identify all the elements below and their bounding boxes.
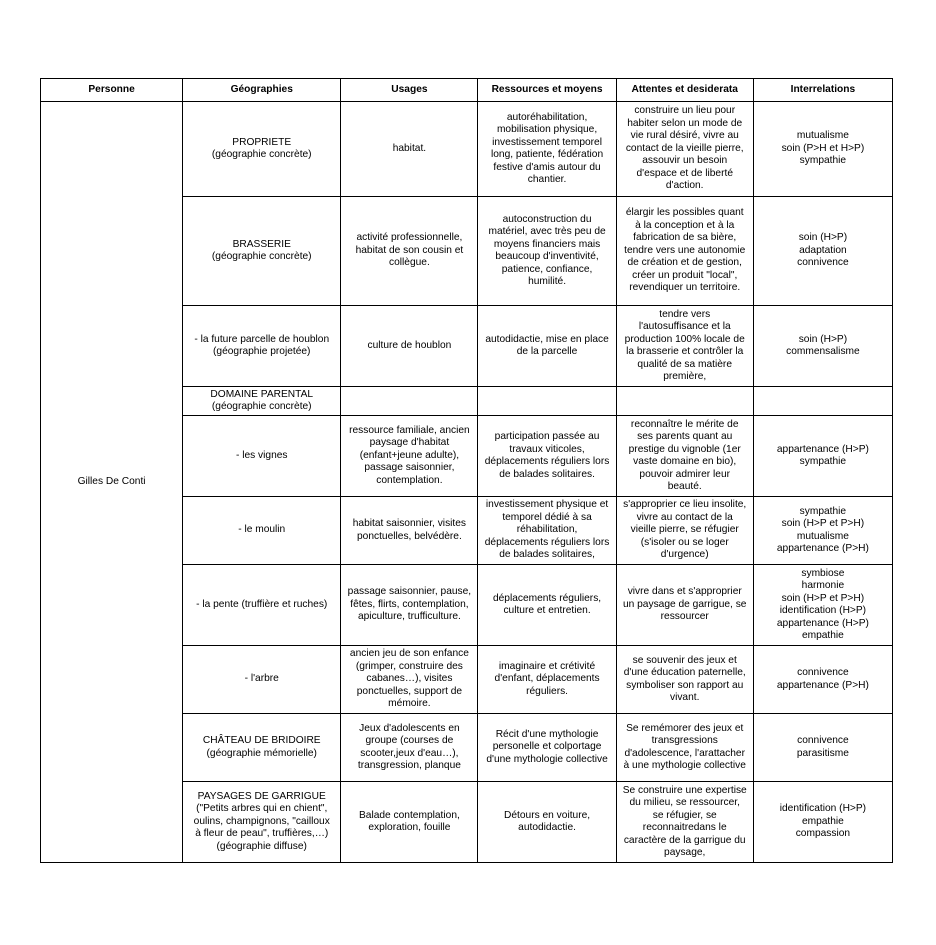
interrelations-cell: symbiose harmonie soin (H>P et P>H) identification (H>P) appartenance (H>P) empathie bbox=[753, 565, 892, 646]
usage-cell: Balade contemplation, exploration, fouille bbox=[341, 782, 478, 863]
geography-cell: - la pente (truffière et ruches) bbox=[183, 565, 341, 646]
interrelations-cell: soin (H>P) commensalisme bbox=[753, 306, 892, 387]
usage-cell: ressource familiale, ancien paysage d'habitat (enfant+jeune adulte), passage saisonnier, contemplation. bbox=[341, 416, 478, 497]
expectations-cell: reconnaître le mérite de ses parents quant au prestige du vignoble (1er vaste domaine en bio), pouvoir admirer leur beauté. bbox=[616, 416, 753, 497]
resources-cell: déplacements réguliers, culture et entretien. bbox=[478, 565, 616, 646]
expectations-cell: vivre dans et s'approprier un paysage de garrigue, se ressourcer bbox=[616, 565, 753, 646]
geography-cell: BRASSERIE (géographie concrète) bbox=[183, 197, 341, 306]
geography-cell: - l'arbre bbox=[183, 646, 341, 714]
interrelations-cell bbox=[753, 387, 892, 416]
resources-cell bbox=[478, 387, 616, 416]
expectations-cell: se souvenir des jeux et d'une éducation paternelle, symboliser son rapport au vivant. bbox=[616, 646, 753, 714]
study-table bbox=[40, 78, 893, 863]
geography-cell: - la future parcelle de houblon (géographie projetée) bbox=[183, 306, 341, 387]
expectations-cell: Se construire une expertise du milieu, se ressourcer, se réfugier, se reconnaitredans le caractère de la garrigue du paysage, bbox=[616, 782, 753, 863]
resources-cell: investissement physique et temporel dédié à sa réhabilitation, déplacements réguliers lors de balades solitaires, bbox=[478, 497, 616, 565]
expectations-cell bbox=[616, 387, 753, 416]
usage-cell: Jeux d'adolescents en groupe (courses de scooter,jeux d'eau…), transgression, planque bbox=[341, 714, 478, 782]
header-attentes: Attentes et desiderata bbox=[616, 79, 753, 102]
resources-cell: autoréhabilitation, mobilisation physique, investissement temporel long, patiente, fédération festive d'amis autour du chantier. bbox=[478, 102, 616, 197]
resources-cell: imaginaire et crétivité d'enfant, déplacements réguliers. bbox=[478, 646, 616, 714]
interrelations-cell: identification (H>P) empathie compassion bbox=[753, 782, 892, 863]
resources-cell: Détours en voiture, autodidactie. bbox=[478, 782, 616, 863]
geography-cell: - le moulin bbox=[183, 497, 341, 565]
geography-cell: PAYSAGES DE GARRIGUE ("Petits arbres qui en chient", oulins, champignons, "cailloux à fleur de peau", truffières,…) (géographie diffuse) bbox=[183, 782, 341, 863]
interrelations-cell: mutualisme soin (P>H et H>P) sympathie bbox=[753, 102, 892, 197]
usage-cell bbox=[341, 387, 478, 416]
interrelations-cell: connivence parasitisme bbox=[753, 714, 892, 782]
resources-cell: Récit d'une mythologie personelle et colportage d'une mythologie collective bbox=[478, 714, 616, 782]
geography-cell: CHÂTEAU DE BRIDOIRE (géographie mémorielle) bbox=[183, 714, 341, 782]
geography-cell: - les vignes bbox=[183, 416, 341, 497]
expectations-cell: tendre vers l'autosuffisance et la production 100% locale de la brasserie et contrôler la qualité de sa matière première, bbox=[616, 306, 753, 387]
usage-cell: habitat saisonnier, visites ponctuelles, belvédère. bbox=[341, 497, 478, 565]
expectations-cell: élargir les possibles quant à la conception et à la fabrication de sa bière, tendre vers une autonomie de création et de gestion, créer un produit "local", revendiquer un territoire. bbox=[616, 197, 753, 306]
usage-cell: ancien jeu de son enfance (grimper, construire des cabanes…), visites ponctuelles, support de mémoire. bbox=[341, 646, 478, 714]
header-personne: Personne bbox=[41, 79, 183, 102]
usage-cell: activité professionnelle, habitat de son cousin et collègue. bbox=[341, 197, 478, 306]
expectations-cell: s'approprier ce lieu insolite, vivre au contact de la vieille pierre, se réfugier (s'isoler ou se loger d'urgence) bbox=[616, 497, 753, 565]
interrelations-cell: soin (H>P) adaptation connivence bbox=[753, 197, 892, 306]
expectations-cell: construire un lieu pour habiter selon un mode de vie rural désiré, vivre au contact de la vieille pierre, assouvir un besoin d'espace et de liberté d'action. bbox=[616, 102, 753, 197]
header-row bbox=[41, 79, 893, 102]
table-row bbox=[41, 102, 893, 197]
header-ressources: Ressources et moyens bbox=[478, 79, 616, 102]
resources-cell: autodidactie, mise en place de la parcelle bbox=[478, 306, 616, 387]
header-geographies: Géographies bbox=[183, 79, 341, 102]
geography-cell: DOMAINE PARENTAL (géographie concrète) bbox=[183, 387, 341, 416]
interrelations-cell: appartenance (H>P) sympathie bbox=[753, 416, 892, 497]
usage-cell: habitat. bbox=[341, 102, 478, 197]
interrelations-cell: connivence appartenance (P>H) bbox=[753, 646, 892, 714]
person-cell: Gilles De Conti bbox=[41, 102, 183, 863]
interrelations-cell: sympathie soin (H>P et P>H) mutualisme appartenance (P>H) bbox=[753, 497, 892, 565]
usage-cell: culture de houblon bbox=[341, 306, 478, 387]
geography-cell: PROPRIETE (géographie concrète) bbox=[183, 102, 341, 197]
resources-cell: autoconstruction du matériel, avec très peu de moyens financiers mais beaucoup d'inventivité, patience, confiance, humilité. bbox=[478, 197, 616, 306]
usage-cell: passage saisonnier, pause, fêtes, flirts, contemplation, apiculture, trufficulture. bbox=[341, 565, 478, 646]
resources-cell: participation passée au travaux viticoles, déplacements réguliers lors de balades solitaires. bbox=[478, 416, 616, 497]
expectations-cell: Se remémorer des jeux et transgressions d'adolescence, l'arattacher à une mythologie collective bbox=[616, 714, 753, 782]
header-interrelations: Interrelations bbox=[753, 79, 892, 102]
header-usages: Usages bbox=[341, 79, 478, 102]
